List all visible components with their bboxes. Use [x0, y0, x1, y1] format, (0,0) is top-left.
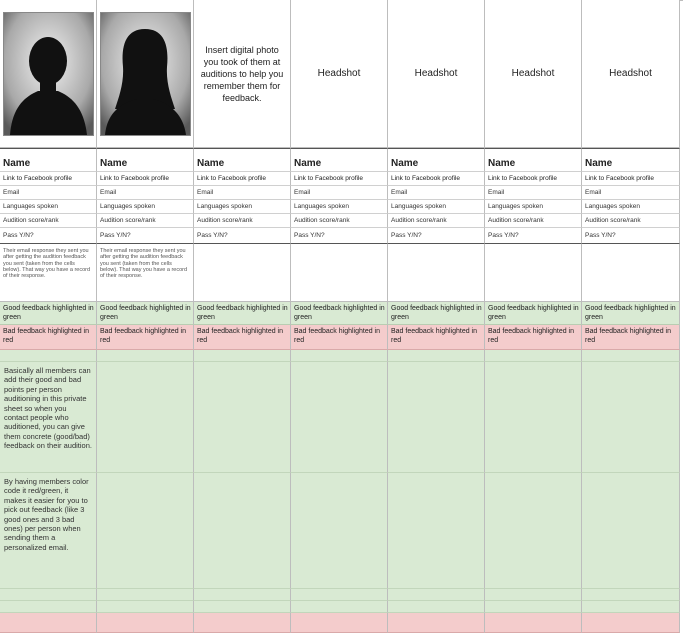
name-row-cell-col3[interactable]: Name — [194, 148, 291, 172]
green-row-cell-col6[interactable] — [485, 601, 582, 613]
info-row-cell-col2[interactable]: Email — [97, 186, 194, 200]
name-row-cell-col4[interactable]: Name — [291, 148, 388, 172]
headshot-label: Headshot — [609, 68, 652, 79]
headshot-label: Headshot — [511, 68, 555, 79]
bad-row-cell-col2[interactable]: Bad feedback highlighted in red — [97, 325, 194, 350]
info-row-cell-col7[interactable]: Pass Y/N? — [582, 228, 680, 244]
headshot-label: Headshot — [414, 68, 458, 79]
green-row-cell-col2[interactable] — [97, 601, 194, 613]
info-row-cell-col6[interactable]: Languages spoken — [485, 200, 582, 214]
info-row-cell-col3[interactable]: Audition score/rank — [194, 214, 291, 228]
red-row-cell-col7[interactable] — [582, 613, 680, 633]
green-row-cell-col7[interactable] — [582, 473, 680, 589]
name-row-cell-col7[interactable]: Name — [582, 148, 680, 172]
bad-row-cell-col3[interactable]: Bad feedback highlighted in red — [194, 325, 291, 350]
green-row-cell-col3[interactable] — [194, 589, 291, 601]
info-row-cell-col2[interactable]: Audition score/rank — [97, 214, 194, 228]
info-row-cell-col3[interactable]: Pass Y/N? — [194, 228, 291, 244]
photo-caption: Insert digital photo you took of them at auditions to help you remember them for feedback. — [200, 44, 284, 103]
bad-row-cell-col4[interactable]: Bad feedback highlighted in red — [291, 325, 388, 350]
notes-row-cell-col7[interactable] — [582, 244, 680, 302]
name-row-cell-col5[interactable]: Name — [388, 148, 485, 172]
photo-row-cell-col1[interactable] — [0, 0, 97, 148]
info-row-cell-col5[interactable]: Link to Facebook profile — [388, 172, 485, 186]
good-row-cell-col7[interactable]: Good feedback highlighted in green — [582, 302, 680, 325]
bad-row-cell-col5[interactable]: Bad feedback highlighted in red — [388, 325, 485, 350]
green-row-cell-col6[interactable] — [485, 589, 582, 601]
photo-row-cell-col2[interactable] — [97, 0, 194, 148]
red-row-cell-col5[interactable] — [388, 613, 485, 633]
info-row-cell-col4[interactable]: Email — [291, 186, 388, 200]
green-row-cell-col6[interactable] — [485, 350, 582, 362]
photo-row-cell-col5[interactable] — [388, 0, 485, 148]
info-row-cell-col5[interactable]: Pass Y/N? — [388, 228, 485, 244]
headshot-label: Headshot — [317, 68, 361, 79]
info-row-cell-col7[interactable]: Audition score/rank — [582, 214, 680, 228]
info-row-cell-col2[interactable]: Languages spoken — [97, 200, 194, 214]
green-row-cell-col5[interactable] — [388, 350, 485, 362]
green-row-cell-col5[interactable] — [388, 362, 485, 473]
red-row-cell-col3[interactable] — [194, 613, 291, 633]
green-row-cell-col5[interactable] — [388, 473, 485, 589]
info-row-cell-col3[interactable]: Email — [194, 186, 291, 200]
red-row-cell-col4[interactable] — [291, 613, 388, 633]
notes-row-cell-col4[interactable] — [291, 244, 388, 302]
green-row-cell-col4[interactable] — [291, 350, 388, 362]
photo-row-cell-col3[interactable] — [194, 0, 291, 148]
info-row-cell-col7[interactable]: Languages spoken — [582, 200, 680, 214]
notes-row-cell-col1[interactable]: Their email response they sent you after getting the audition feedback you sent (taken from the cells below). That way you have a record of their response. — [0, 244, 97, 302]
green-row-cell-col4[interactable] — [291, 473, 388, 589]
info-row-cell-col5[interactable]: Languages spoken — [388, 200, 485, 214]
green-row-cell-col4[interactable] — [291, 589, 388, 601]
red-row-cell-col6[interactable] — [485, 613, 582, 633]
green-row-cell-col7[interactable] — [582, 589, 680, 601]
info-row-cell-col6[interactable]: Email — [485, 186, 582, 200]
good-row-cell-col3[interactable]: Good feedback highlighted in green — [194, 302, 291, 325]
photo-row-cell-col6[interactable] — [485, 0, 582, 148]
info-row-cell-col4[interactable]: Languages spoken — [291, 200, 388, 214]
green-row-cell-col4[interactable] — [291, 601, 388, 613]
green-row-cell-col3[interactable] — [194, 473, 291, 589]
info-row-cell-col1[interactable]: Audition score/rank — [0, 214, 97, 228]
info-row-cell-col6[interactable]: Link to Facebook profile — [485, 172, 582, 186]
info-row-cell-col2[interactable]: Pass Y/N? — [97, 228, 194, 244]
good-row-cell-col6[interactable]: Good feedback highlighted in green — [485, 302, 582, 325]
male-silhouette-icon — [3, 12, 94, 136]
green-row-cell-col6[interactable] — [485, 473, 582, 589]
green-row-cell-col1[interactable]: Basically all members can add their good and bad points per person auditioning in this private sheet so when you contact people who auditioned, you can give them concrete (good/bad) feedback on their audition. — [0, 362, 97, 473]
green-row-cell-col6[interactable] — [485, 362, 582, 473]
good-row-cell-col2[interactable]: Good feedback highlighted in green — [97, 302, 194, 325]
green-row-cell-col3[interactable] — [194, 362, 291, 473]
green-row-cell-col1[interactable] — [0, 350, 97, 362]
photo-row-cell-col7[interactable] — [582, 0, 680, 148]
green-row-cell-col5[interactable] — [388, 589, 485, 601]
info-row-cell-col5[interactable]: Audition score/rank — [388, 214, 485, 228]
green-row-cell-col5[interactable] — [388, 601, 485, 613]
good-row-cell-col4[interactable]: Good feedback highlighted in green — [291, 302, 388, 325]
info-row-cell-col4[interactable]: Link to Facebook profile — [291, 172, 388, 186]
notes-row-cell-col3[interactable] — [194, 244, 291, 302]
red-row-cell-col1[interactable] — [0, 613, 97, 633]
info-row-cell-col6[interactable]: Audition score/rank — [485, 214, 582, 228]
green-row-cell-col2[interactable] — [97, 362, 194, 473]
info-row-cell-col1[interactable]: Email — [0, 186, 97, 200]
good-row-cell-col1[interactable]: Good feedback highlighted in green — [0, 302, 97, 325]
name-row-cell-col1[interactable]: Name — [0, 148, 97, 172]
info-row-cell-col1[interactable]: Pass Y/N? — [0, 228, 97, 244]
red-row-cell-col2[interactable] — [97, 613, 194, 633]
info-row-cell-col4[interactable]: Audition score/rank — [291, 214, 388, 228]
green-row-cell-col1[interactable] — [0, 601, 97, 613]
green-row-cell-col4[interactable] — [291, 362, 388, 473]
green-row-cell-col3[interactable] — [194, 350, 291, 362]
green-row-cell-col1[interactable]: By having members color code it red/green, it makes it easier for you to pick out feedback (like 3 good ones and 3 bad ones) per person when sending them a personalized email. — [0, 473, 97, 589]
green-row-cell-col7[interactable] — [582, 601, 680, 613]
notes-row-cell-col6[interactable] — [485, 244, 582, 302]
green-row-cell-col2[interactable] — [97, 589, 194, 601]
info-row-cell-col7[interactable]: Email — [582, 186, 680, 200]
info-row-cell-col2[interactable]: Link to Facebook profile — [97, 172, 194, 186]
info-row-cell-col7[interactable]: Link to Facebook profile — [582, 172, 680, 186]
photo-row-cell-col4[interactable] — [291, 0, 388, 148]
bad-row-cell-col1[interactable]: Bad feedback highlighted in red — [0, 325, 97, 350]
name-row-cell-col6[interactable]: Name — [485, 148, 582, 172]
info-row-cell-col3[interactable]: Link to Facebook profile — [194, 172, 291, 186]
info-row-cell-col3[interactable]: Languages spoken — [194, 200, 291, 214]
info-row-cell-col4[interactable]: Pass Y/N? — [291, 228, 388, 244]
green-row-cell-col2[interactable] — [97, 350, 194, 362]
info-row-cell-col5[interactable]: Email — [388, 186, 485, 200]
green-row-cell-col1[interactable] — [0, 589, 97, 601]
notes-row-cell-col5[interactable] — [388, 244, 485, 302]
female-silhouette-icon — [100, 12, 191, 136]
green-row-cell-col7[interactable] — [582, 362, 680, 473]
green-row-cell-col7[interactable] — [582, 350, 680, 362]
info-row-cell-col1[interactable]: Link to Facebook profile — [0, 172, 97, 186]
green-row-cell-col3[interactable] — [194, 601, 291, 613]
green-row-cell-col2[interactable] — [97, 473, 194, 589]
name-row-cell-col2[interactable]: Name — [97, 148, 194, 172]
good-row-cell-col5[interactable]: Good feedback highlighted in green — [388, 302, 485, 325]
info-row-cell-col1[interactable]: Languages spoken — [0, 200, 97, 214]
notes-row-cell-col2[interactable]: Their email response they sent you after getting the audition feedback you sent (taken from the cells below). That way you have a record of their response. — [97, 244, 194, 302]
info-row-cell-col6[interactable]: Pass Y/N? — [485, 228, 582, 244]
bad-row-cell-col6[interactable]: Bad feedback highlighted in red — [485, 325, 582, 350]
bad-row-cell-col7[interactable]: Bad feedback highlighted in red — [582, 325, 680, 350]
